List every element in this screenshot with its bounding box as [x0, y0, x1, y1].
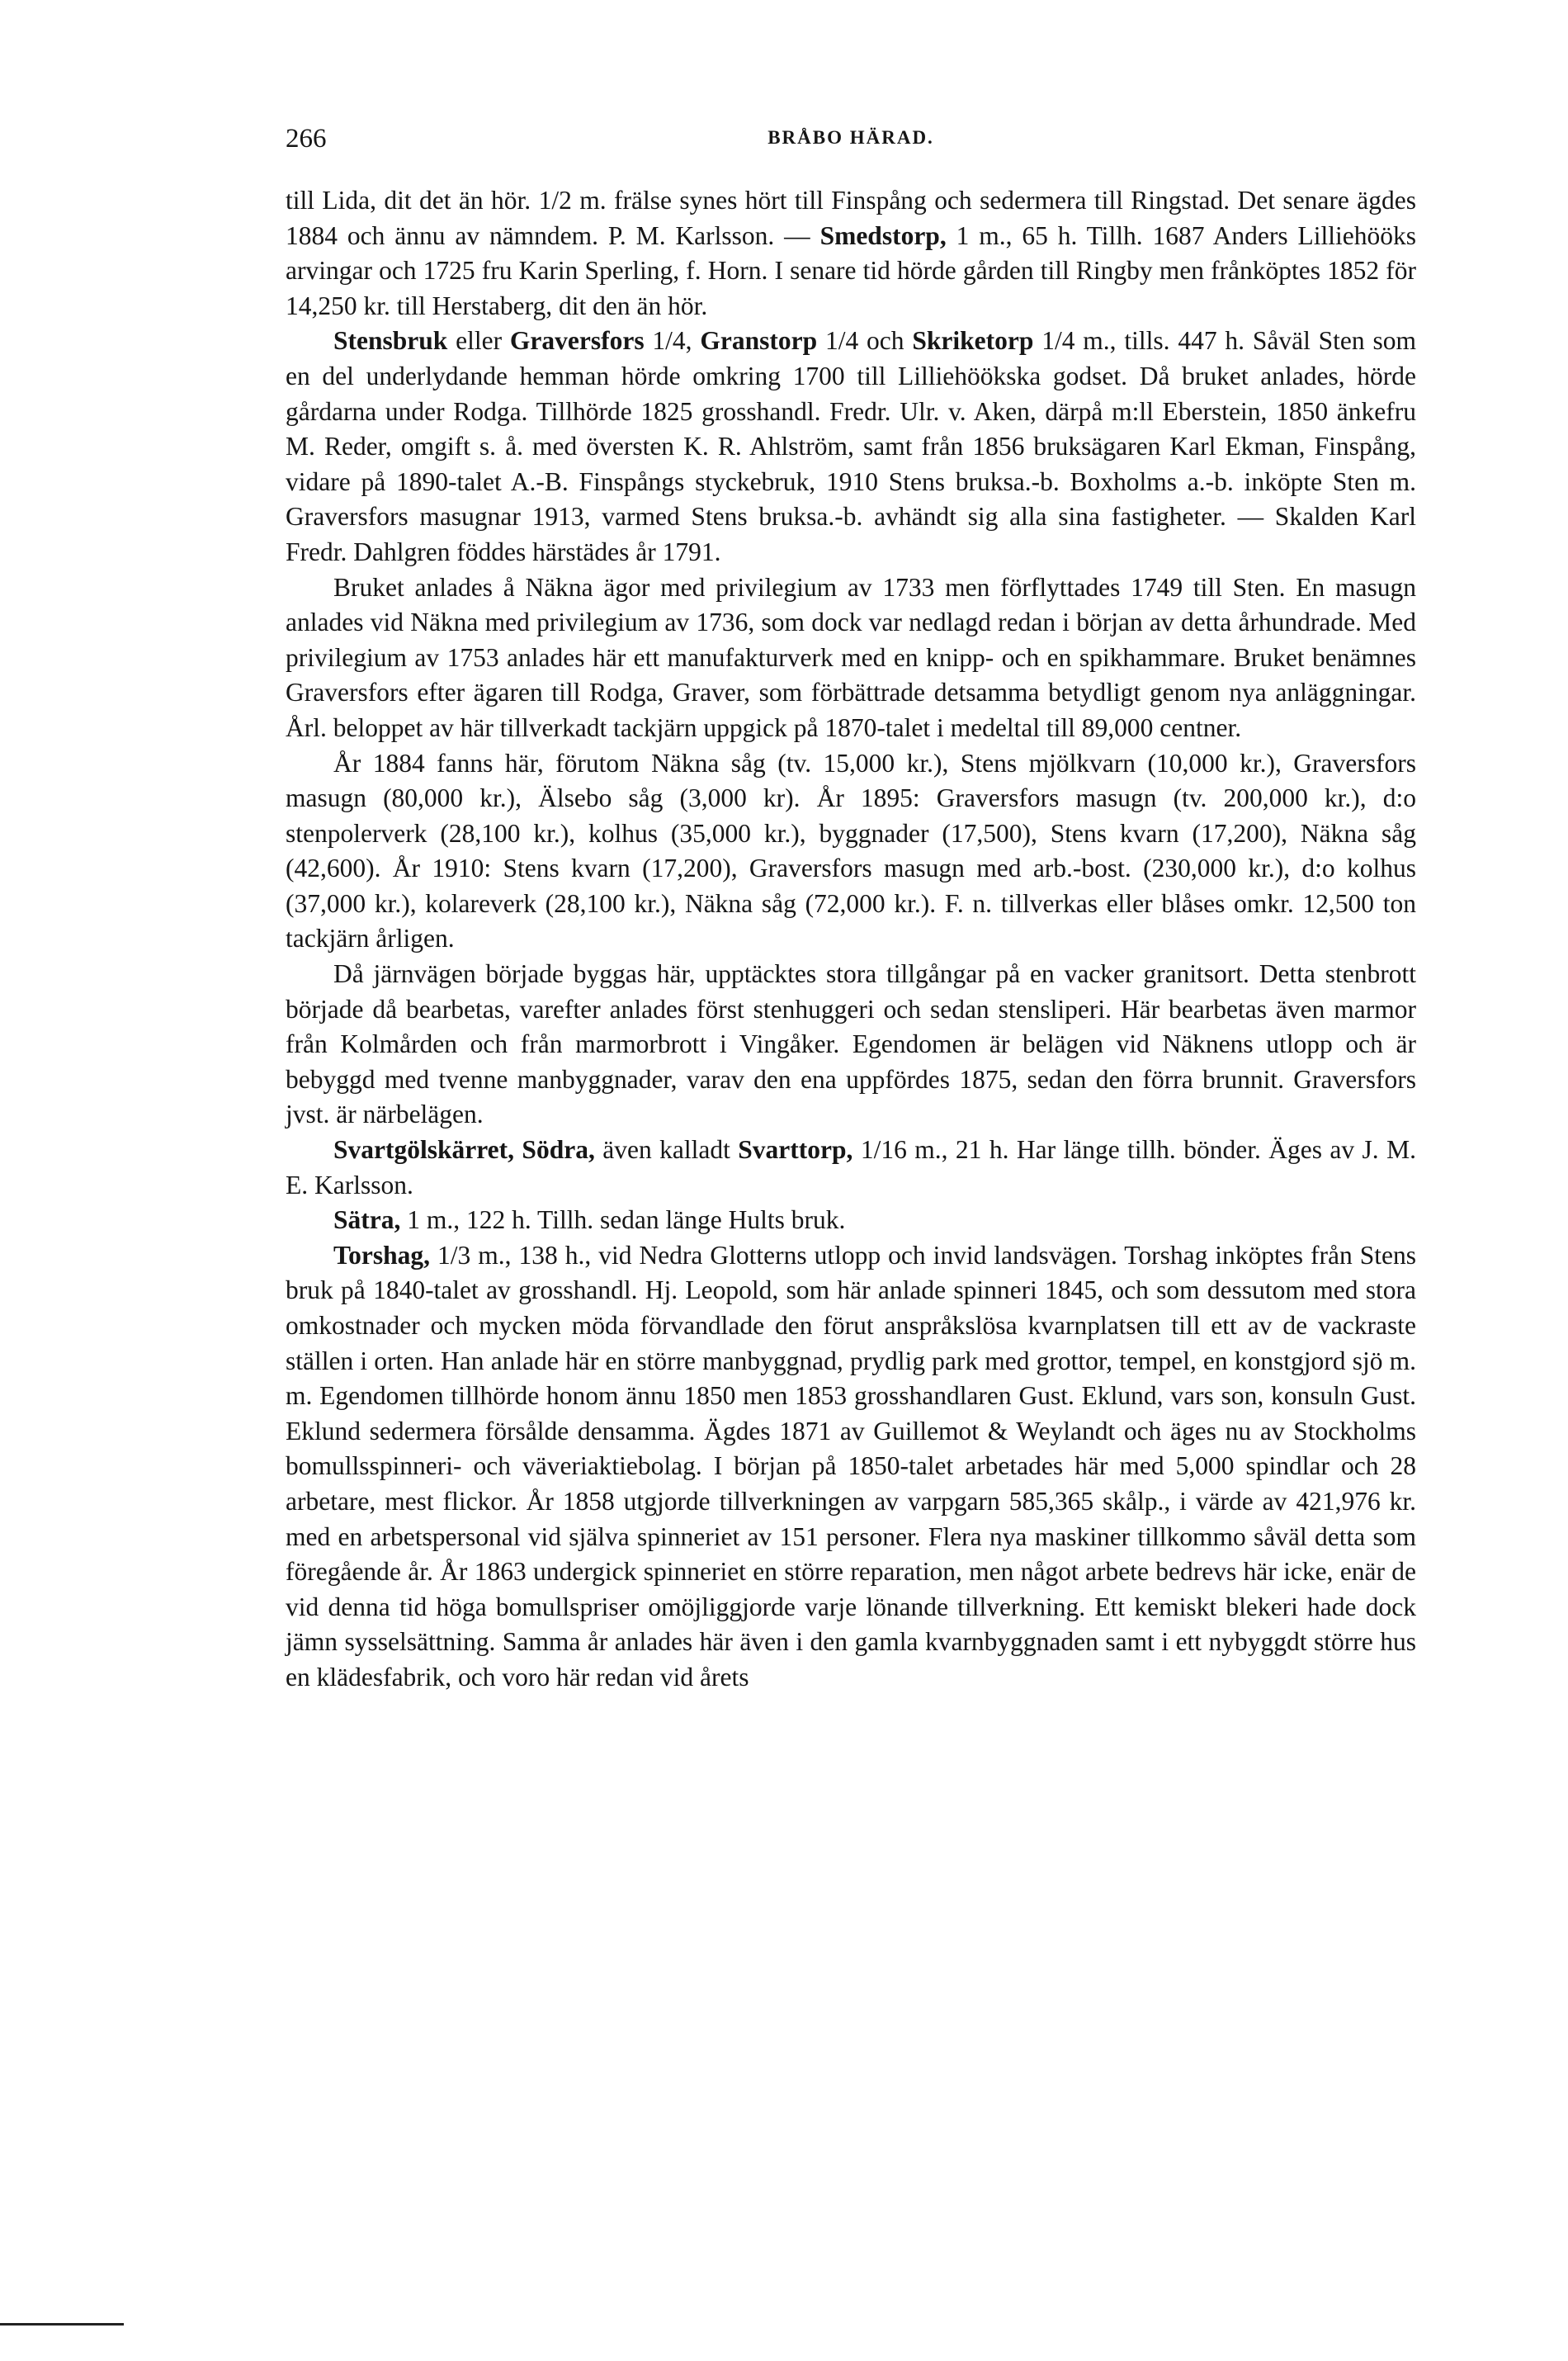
- paragraph: [286, 957, 1416, 1133]
- paragraph: [286, 1133, 1416, 1203]
- body-text: [286, 183, 1416, 1696]
- text-segment: 1/4 och: [817, 326, 913, 356]
- text-segment: År 1884 fanns här, förutom Näkna såg (tv. 15,000 kr.), Stens mjölkvarn (10,000 kr.), Graversfors masugn (80,000 kr.), Älsebo såg (3,000 kr). År 1895: Graversfors masugn (tv. 200,000 kr.), d:o stenpolerverk (28,100 kr.), kolhus (35,000 kr.), byggnader (17,500), Stens kvarn (17,200), Näkna såg (42,600). År 1910: Stens kvarn (17,200), Graversfors masugn med arb.-bost. (230,000 kr.), d:o kolhus (37,000 kr.), kolareverk (28,100 kr.), Näkna såg (72,000 kr.). F. n. tillverkas eller blåses omkr. 12,500 ton tackjärn årligen.: [286, 748, 1416, 953]
- place-name: Torshag,: [333, 1240, 431, 1270]
- text-segment: eller: [447, 326, 510, 356]
- paragraph: [286, 183, 1416, 324]
- page-header: [286, 124, 1416, 168]
- document-page: [286, 124, 1416, 1696]
- place-name: Smedstorp,: [819, 220, 947, 250]
- paragraph: [286, 324, 1416, 570]
- place-name: Sätra,: [333, 1205, 401, 1235]
- paragraph: [286, 1238, 1416, 1696]
- place-name: Svartgölskärret, Södra,: [333, 1135, 595, 1165]
- place-name: Skriketorp: [912, 326, 1034, 356]
- place-name: Svarttorp,: [738, 1135, 853, 1165]
- text-segment: även kalladt: [594, 1135, 739, 1165]
- text-segment: 1/16 m., 21 h. Har länge tillh. bönder. Äges av J. M. E. Karlsson.: [286, 1135, 1416, 1199]
- place-name: Stensbruk: [333, 326, 448, 356]
- paragraph: [286, 1203, 1416, 1238]
- text-segment: 1 m., 65 h. Tillh. 1687 Anders Lilliehööks arvingar och 1725 fru Karin Sperling, f. Horn. I senare tid hörde gården till Ringby men frånköptes 1852 för 14,250 kr. till Herstaberg, dit den än hör.: [286, 220, 1416, 320]
- text-segment: till Lida, dit det än hör. 1/2 m. frälse synes hört till Finspång och sedermera till Ringstad. Det senare ägdes 1884 och ännu av nämndem. P. M. Karlsson. —: [286, 186, 1416, 250]
- text-segment: Då järnvägen började byggas här, upptäcktes stora tillgångar på en vacker granitsort. Detta stenbrott började då bearbetas, varefter anlades först stenhuggeri och sedan stensliperi. Här bearbetas även marmor från Kolmården och från marmorbrott i Vingåker. Egendomen är belägen vid Näknens utlopp och är bebyggd med tvenne manbyggnader, varav den ena uppfördes 1875, sedan den förra brunnit. Graversfors jvst. är närbelägen.: [286, 959, 1416, 1129]
- text-segment: 1/4,: [644, 326, 701, 356]
- text-segment: 1 m., 122 h. Tillh. sedan länge Hults bruk.: [400, 1205, 846, 1235]
- text-segment: Bruket anlades å Näkna ägor med privilegium av 1733 men förflyttades 1749 till Sten. En masugn anlades vid Näkna med privilegium av 1736, som dock var nedlagd redan i början av detta århundrade. Med privilegium av 1753 anlades här ett manufakturverk med en knipp- och en spikhammare. Bruket benämnes Graversfors efter ägaren till Rodga, Graver, som förbättrade detsamma betydligt genom nya anläggningar. Årl. beloppet av här tillverkadt tackjärn uppgick på 1870-talet i medeltal till 89,000 centner.: [286, 572, 1416, 742]
- text-segment: 1/3 m., 138 h., vid Nedra Glotterns utlopp och invid landsvägen. Torshag inköptes från Stens bruk på 1840-talet av grosshandl. Hj. Leopold, som här anlade spinneri 1845, och som dessutom med stora omkostnader och mycken möda förvandlade den förut anspråkslösa kvarnplatsen till ett av de vackraste ställen i orten. Han anlade här en större manbyggnad, prydlig park med grottor, tempel, en konstgjord sjö m. m. Egendomen tillhörde honom ännu 1850 men 1853 grosshandlaren Gust. Eklund, vars son, konsuln Gust. Eklund sedermera försålde densamma. Ägdes 1871 av Guillemot & Weylandt och äges nu av Stockholms bomullsspinneri- och väveriaktiebolag. I början på 1850-talet arbetades här med 5,000 spindlar och 28 arbetare, mest flickor. År 1858 utgjorde tillverkningen av varpgarn 585,365 skålp., i värde av 421,976 kr. med en arbetspersonal vid själva spinneriet av 151 personer. Flera nya maskiner tillkommo såväl detta som föregående år. År 1863 undergick spinneriet en större reparation, men något arbete bedrevs här icke, enär de vid denna tid höga bomullspriser omöjliggjorde varje lönande tillverkning. Ett kemiskt blekeri hade dock jämn sysselsättning. Samma år anlades här även i den gamla kvarnbyggnaden samt i ett nybyggdt större hus en klädesfabrik, och voro här redan vid årets: [286, 1240, 1416, 1691]
- footer-rule: [0, 2323, 124, 2326]
- paragraph: [286, 746, 1416, 958]
- place-name: Granstorp: [700, 326, 818, 356]
- running-title: BRÅBO HÄRAD.: [767, 127, 934, 148]
- text-segment: 1/4 m., tills. 447 h. Såväl Sten som en del underlydande hemman hörde omkring 1700 till Lilliehöökska godset. Då bruket anlades, hörde gårdarna under Rodga. Tillhörde 1825 grosshandl. Fredr. Ulr. v. Aken, därpå m:ll Eberstein, 1850 änkefru M. Reder, omgift s. å. med översten K. R. Ahlström, samt från 1856 bruksägaren Karl Ekman, Finspång, vidare på 1890-talet A.-B. Finspångs styckebruk, 1910 Stens bruksa.-b. Boxholms a.-b. inköpte Sten m. Graversfors masugnar 1913, varmed Stens bruksa.-b. avhändt sig alla sina fastigheter. — Skalden Karl Fredr. Dahlgren föddes härstädes år 1791.: [286, 326, 1416, 566]
- page-number: 266: [286, 124, 327, 154]
- paragraph: [286, 570, 1416, 746]
- place-name: Graversfors: [509, 326, 645, 356]
